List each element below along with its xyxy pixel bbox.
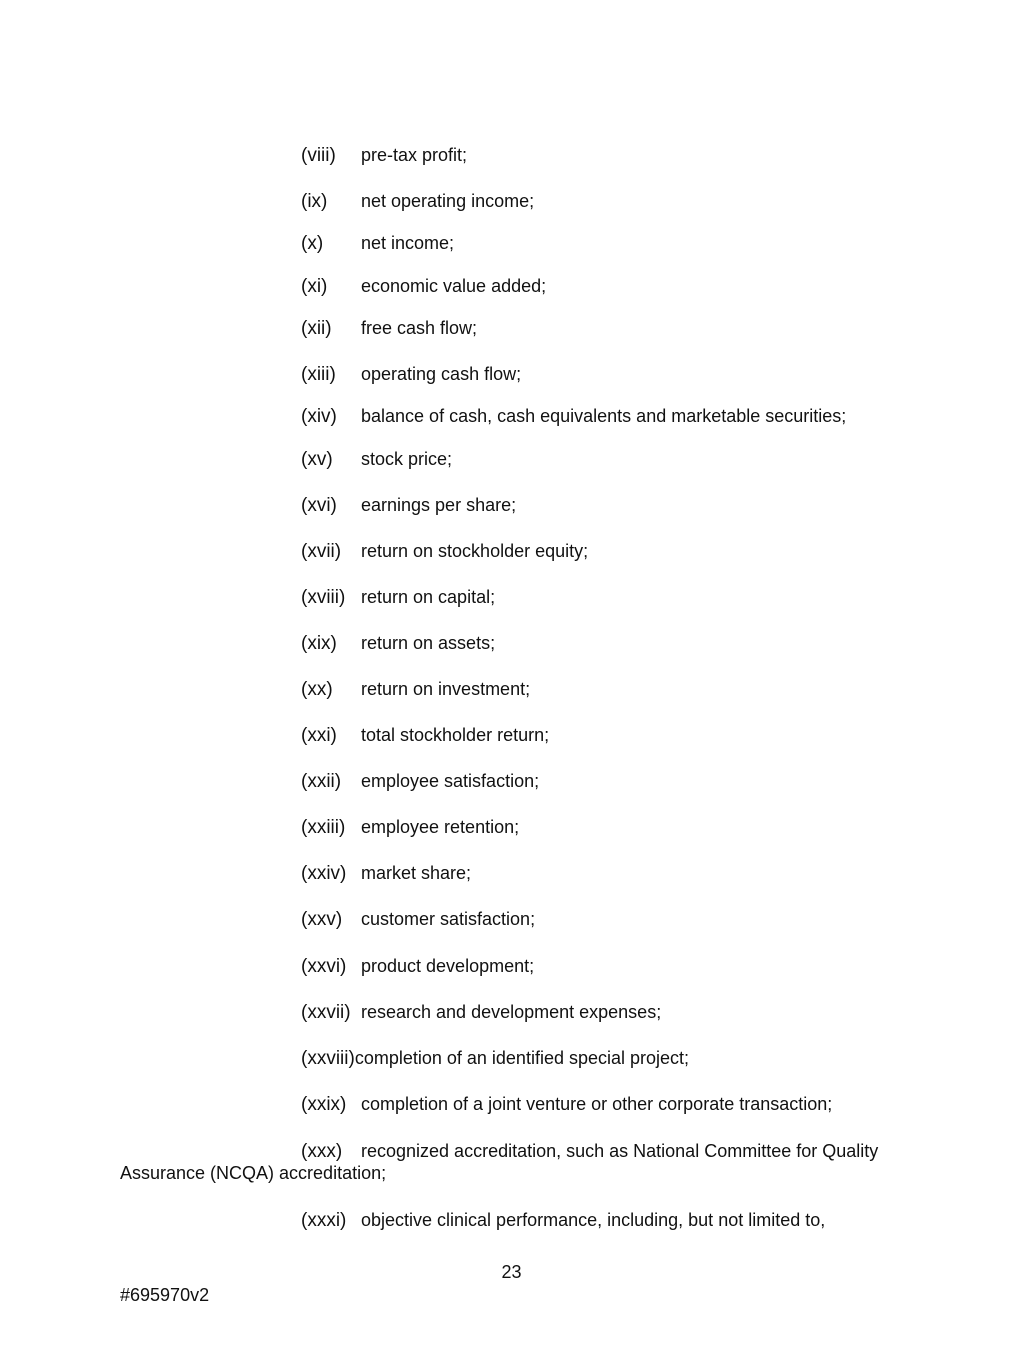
item-number: (xxii): [301, 771, 342, 792]
list-item: [301, 190, 534, 213]
item-number: (xxxi): [301, 1210, 347, 1231]
item-text: employee retention;: [361, 817, 520, 837]
list-item: [301, 317, 477, 340]
list-item: [301, 275, 546, 298]
item-number: (xxv): [301, 909, 343, 930]
list-item: [301, 1047, 689, 1070]
item-number: (viii): [301, 145, 336, 166]
item-text: objective clinical performance, including, but not limited to,: [361, 1210, 826, 1230]
item-text: product development;: [361, 956, 535, 976]
item-number: (xii): [301, 318, 332, 339]
item-text: free cash flow;: [361, 318, 478, 338]
list-item: [301, 232, 454, 255]
item-number: (xiii): [301, 364, 336, 385]
item-number: (xix): [301, 633, 337, 654]
list-item: [301, 770, 539, 793]
item-number: (xxix): [301, 1094, 347, 1115]
item-text: market share;: [361, 863, 472, 883]
list-item: [301, 448, 452, 471]
list-item: [301, 363, 521, 386]
list-item: [301, 816, 519, 839]
list-item: [301, 586, 495, 609]
list-item: [301, 494, 516, 517]
item-number: (x): [301, 233, 324, 254]
list-item: [301, 908, 535, 931]
list-item: [301, 405, 846, 428]
list-item: [301, 1209, 825, 1232]
item-text: return on investment;: [361, 679, 531, 699]
item-text: return on stockholder equity;: [361, 541, 589, 561]
item-number: (xviii): [301, 587, 346, 608]
item-text: net operating income;: [361, 191, 535, 211]
item-text: economic value added;: [361, 276, 547, 296]
item-text: return on assets;: [361, 633, 496, 653]
item-number: (xvi): [301, 495, 337, 516]
item-text: net income;: [361, 233, 455, 253]
item-text-continuation: Assurance (NCQA) accreditation;: [120, 1163, 387, 1183]
item-number: (xi): [301, 276, 328, 297]
list-item: [301, 678, 530, 701]
list-item: [301, 540, 588, 563]
item-text: earnings per share;: [361, 495, 517, 515]
list-item: [301, 955, 534, 978]
item-text: return on capital;: [361, 587, 496, 607]
page-number: 23: [501, 1262, 522, 1282]
item-number: (xx): [301, 679, 333, 700]
item-text: research and development expenses;: [361, 1002, 662, 1022]
item-number: (xxiii): [301, 817, 346, 838]
item-number: (xxviii): [301, 1048, 355, 1069]
list-item: [301, 144, 467, 167]
item-number: (ix): [301, 191, 328, 212]
list-item: [301, 724, 549, 747]
item-text: employee satisfaction;: [361, 771, 540, 791]
item-number: (xxi): [301, 725, 337, 746]
document-id: #695970v2: [120, 1285, 210, 1305]
item-number: (xv): [301, 449, 333, 470]
item-text: recognized accreditation, such as National Committee for Quality: [361, 1141, 879, 1161]
item-text: total stockholder return;: [361, 725, 550, 745]
item-number: (xxiv): [301, 863, 347, 884]
item-number: (xxvi): [301, 956, 347, 977]
list-item: [301, 862, 471, 885]
list-item: [301, 1001, 661, 1024]
item-text: operating cash flow;: [361, 364, 522, 384]
list-item: [301, 1140, 878, 1163]
item-text: customer satisfaction;: [361, 909, 536, 929]
list-item: [301, 632, 495, 655]
item-number: (xvii): [301, 541, 342, 562]
item-text: pre-tax profit;: [361, 145, 468, 165]
item-text: completion of a joint venture or other corporate transaction;: [361, 1094, 833, 1114]
item-number: (xxx): [301, 1141, 343, 1162]
item-text: balance of cash, cash equivalents and marketable securities;: [361, 406, 847, 426]
list-item: [301, 1093, 832, 1116]
item-number: (xxvii): [301, 1002, 351, 1023]
item-text: stock price;: [361, 449, 453, 469]
item-text: completion of an identified special project;: [354, 1048, 690, 1068]
item-number: (xiv): [301, 406, 337, 427]
